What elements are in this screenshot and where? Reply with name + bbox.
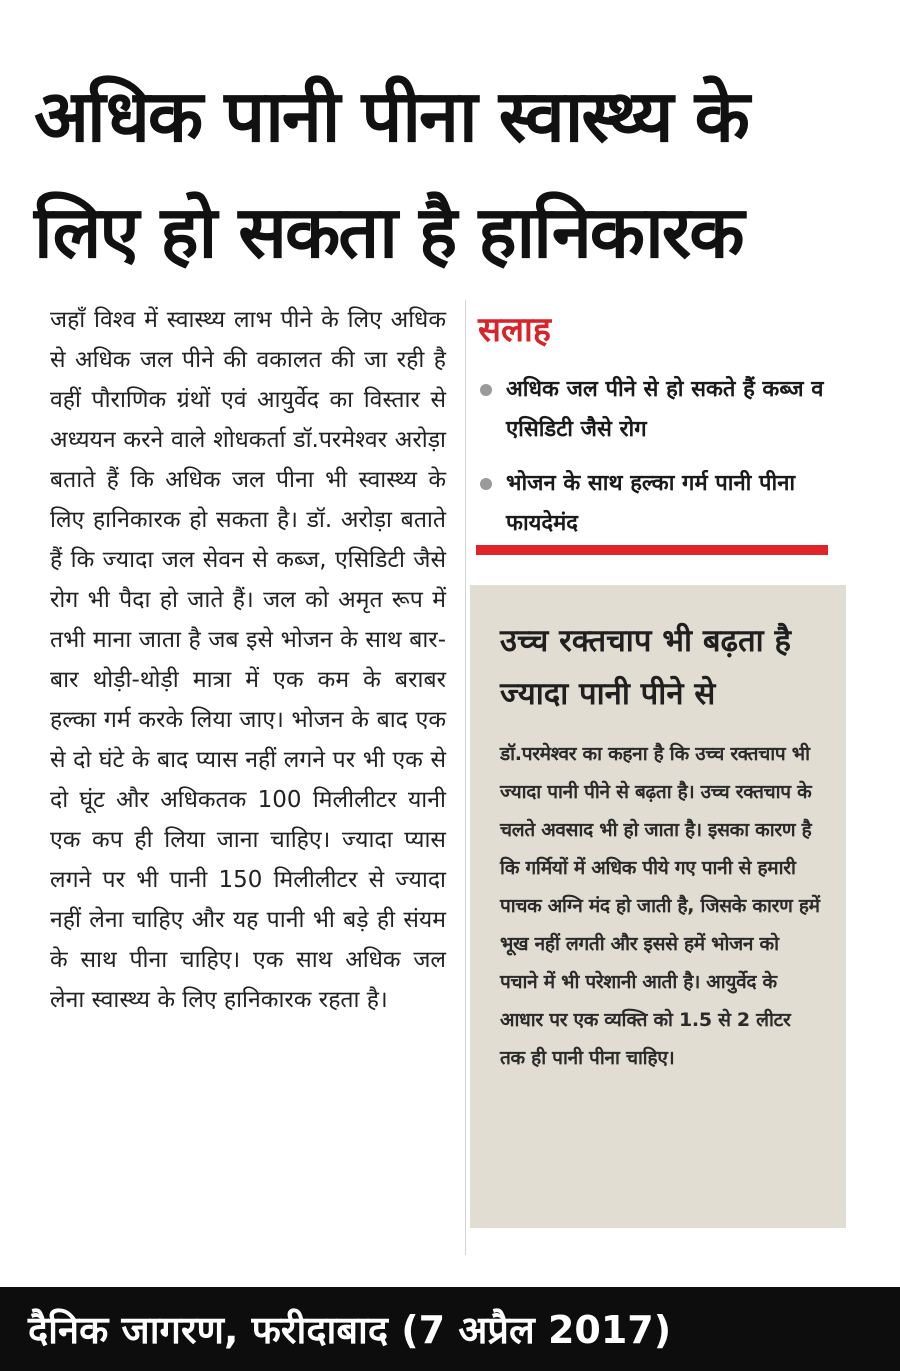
bullet-icon <box>480 384 492 396</box>
sidebar-box <box>470 585 846 1228</box>
advice-item <box>478 370 828 450</box>
advice-item-text: अधिक जल पीने से हो सकते हैं कब्ज व एसिडिटी जैसे रोग <box>506 377 824 442</box>
bullet-icon <box>480 478 492 490</box>
advice-title: सलाह <box>478 310 551 350</box>
footer-source: दैनिक जागरण, फरीदाबाद (7 अप्रैल 2017) <box>28 1308 672 1352</box>
footer-bar <box>0 1287 900 1371</box>
advice-item <box>478 464 828 544</box>
advice-divider-bar <box>476 545 828 555</box>
advice-item-text: भोजन के साथ हल्का गर्म पानी पीना फायदेमंद <box>506 471 796 536</box>
sidebar-body: डॉ.परमेश्वर का कहना है कि उच्च रक्तचाप भी ज्यादा पानी पीने से बढ़ता है। उच्च रक्तचाप के चलते अवसाद भी हो जाता है। इसका कारण है कि गर्मियों में अधिक पीये गए पानी से हमारी पाचक अग्नि मंद हो जाती है, जिसके कारण हमें भूख नहीं लगती और इससे हमें भोजन को पचाने में भी परेशानी आती है। आयुर्वेद के आधार पर एक व्यक्ति को 1.5 से 2 लीटर तक ही पानी पीना चाहिए। <box>500 743 820 1069</box>
sidebar-title: उच्च रक्तचाप भी बढ़ता है ज्यादा पानी पीने से <box>500 623 791 712</box>
column-divider <box>465 300 466 1255</box>
headline: अधिक पानी पीना स्वास्थ्य के लिए हो सकता है हानिकारक <box>34 74 748 274</box>
article-body: जहाँ विश्व में स्वास्थ्य लाभ पीने के लिए अधिक से अधिक जल पीने की वकालत की जा रही है वहीं पौराणिक ग्रंथों एवं आयुर्वेद का विस्तार से अध्ययन करने वाले शोधकर्ता डॉ.परमेश्वर अरोड़ा बताते हैं कि अधिक जल पीना भी स्वास्थ्य के लिए हानिकारक हो सकता है। डॉ. अरोड़ा बताते हैं कि ज्यादा जल सेवन से कब्ज, एसिडिटी जैसे रोग भी पैदा हो जाते हैं। जल को अमृत रूप में तभी माना जाता है जब इसे भोजन के साथ बार-बार थोड़ी-थोड़ी मात्रा में एक कम के बराबर हल्का गर्म करके लिया जाए। भोजन के बाद एक से दो घंटे के बाद प्यास नहीं लगने पर भी एक से दो घूंट और अधिकतक 100 मिलीलीटर यानी एक कप ही लिया जाना चाहिए। ज्यादा प्यास लगने पर भी पानी 150 मिलीलीटर से ज्यादा नहीं लेना चाहिए और यह पानी भी बड़े ही संयम के साथ पीना चाहिए। एक साथ अधिक जल लेना स्वास्थ्य के लिए हानिकारक रहता है। <box>50 307 446 1013</box>
advice-list <box>478 370 828 558</box>
